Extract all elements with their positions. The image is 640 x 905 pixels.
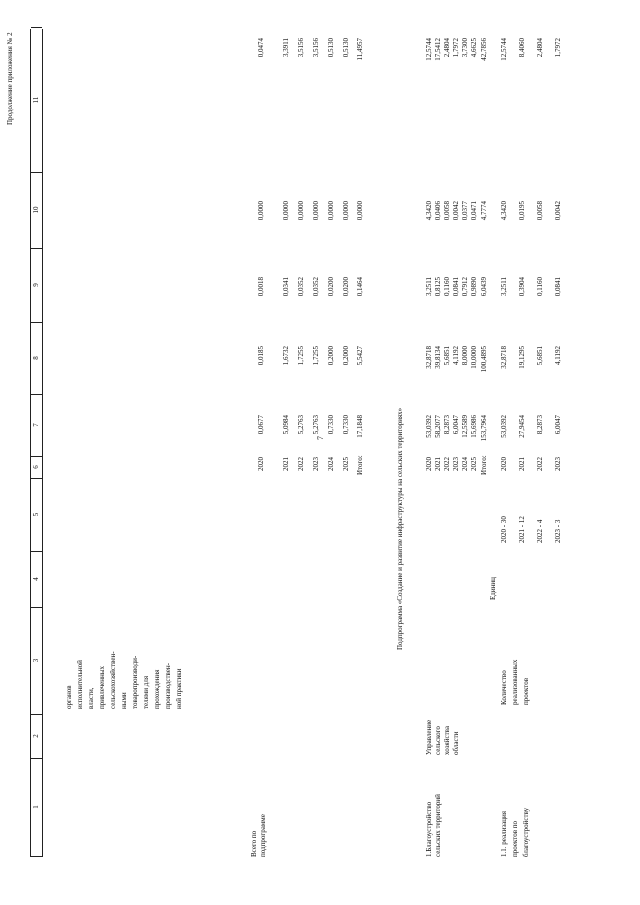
total-row-c9: 0,0200	[327, 277, 335, 297]
section-1-row-c8: 10,0000	[470, 346, 478, 369]
total-row-c7: 0,0677	[257, 415, 265, 435]
section-1-row-c8: 8,0000	[461, 346, 469, 366]
section-1-row-c11: 17,5412	[434, 38, 442, 61]
total-row-c8: 1,7255	[312, 346, 320, 366]
total-row-c11: 0,0474	[257, 38, 265, 58]
total-row-c10: 0,0000	[257, 201, 265, 221]
section-1-row-y: Итого:	[480, 455, 488, 475]
total-row-y: 2025	[342, 457, 350, 471]
section-1-1-row-y: 2023	[554, 457, 562, 471]
section-1-executor: области	[452, 731, 460, 755]
section-1-row-y: 2024	[461, 457, 469, 471]
section-1-1-unit: Единиц	[489, 577, 497, 600]
executor-continued-line: товаропроизводи-	[131, 655, 139, 709]
section-1-row-c9: 0,8125	[434, 277, 442, 297]
section-1-1-indicator: проектов	[522, 677, 530, 705]
section-1-1-name: благоустройству	[522, 807, 530, 857]
column-number-1: 1	[31, 758, 42, 857]
page-number: 7	[316, 436, 325, 440]
section-1-row-c7: 15,6986	[470, 415, 478, 438]
total-row-c11: 0,5130	[342, 38, 350, 58]
section-1-1-row-c10: 0,0195	[518, 201, 526, 221]
section-1-1-row-y: 2022	[536, 457, 544, 471]
column-number-7: 7	[31, 394, 42, 457]
section-1-row-y: 2021	[434, 457, 442, 471]
section-1-row-c7: 53,0392	[425, 415, 433, 438]
total-row-c10: 0,0000	[342, 201, 350, 221]
section-1-executor: сельского	[434, 726, 442, 755]
section-1-row-c9: 0,0841	[452, 277, 460, 297]
section-1-row-c10: 0,0377	[461, 201, 469, 221]
column-number-5: 5	[31, 478, 42, 552]
column-number-4: 4	[31, 551, 42, 608]
section-1-row-c9: 0,7912	[461, 277, 469, 297]
total-row-c11: 3,3911	[282, 38, 290, 57]
section-1-row-c9: 3,2511	[425, 277, 433, 296]
section-1-row-c8: 4,1192	[452, 346, 460, 365]
total-row-y: 2024	[327, 457, 335, 471]
section-1-1-row-target-value: 2023 - 3	[554, 519, 562, 543]
executor-continued-line: ными	[120, 692, 128, 709]
total-row-c10: 0,0000	[312, 201, 320, 221]
total-row-c10: 0,0000	[327, 201, 335, 221]
total-row-c11: 11,4957	[356, 38, 364, 61]
section-1-row-y: 2022	[443, 457, 451, 471]
executor-continued-line: прохождения	[153, 669, 161, 709]
section-1-row-c8: 100,4895	[480, 346, 488, 373]
section-1-1-indicator: Количество	[500, 670, 508, 705]
section-1-row-c7: 153,7964	[480, 415, 488, 442]
total-row-y: 2020	[257, 457, 265, 471]
total-label: Всего по	[250, 830, 258, 857]
total-row-y: Итого:	[356, 455, 364, 475]
total-row-c8: 0,0185	[257, 346, 265, 366]
section-1-row-c9: 0,9890	[470, 277, 478, 297]
total-row-c7: 17,1848	[356, 415, 364, 438]
section-1-1-row-c8: 32,8718	[500, 346, 508, 369]
total-row-c7: 0,7330	[327, 415, 335, 435]
section-1-1-row-c7: 8,2873	[536, 415, 544, 435]
section-1-row-c7: 12,5589	[461, 415, 469, 438]
section-1-row-c10: 0,0058	[443, 201, 451, 221]
section-1-row-c11: 1,7972	[452, 38, 460, 58]
section-1-row-c10: 0,0042	[452, 201, 460, 221]
section-1-1-row-c11: 2,4804	[536, 38, 544, 58]
total-row-c9: 0,0352	[297, 277, 305, 297]
section-1-row-c7: 58,2077	[434, 415, 442, 438]
section-1-name: 1.Благоустройство	[425, 801, 433, 857]
section-1-row-c11: 2,4804	[443, 38, 451, 58]
section-1-row-c9: 6,0439	[480, 277, 488, 297]
section-1-row-c8: 5,6851	[443, 346, 451, 366]
executor-continued-line: телями для	[142, 675, 150, 709]
section-1-row-y: 2020	[425, 457, 433, 471]
section-1-1-row-c10: 4,3420	[500, 201, 508, 221]
section-1-row-c8: 39,8134	[434, 346, 442, 369]
executor-continued-line: исполнительной	[76, 660, 84, 709]
section-1-1-row-target-value: 2022 - 4	[536, 519, 544, 543]
column-number-10: 10	[31, 172, 42, 249]
section-1-1-row-c8: 19,1295	[518, 346, 526, 369]
total-row-c7: 5,2763	[297, 415, 305, 435]
section-1-1-row-y: 2021	[518, 457, 526, 471]
total-row-c9: 0,0200	[342, 277, 350, 297]
section-1-row-c10: 4,3420	[425, 201, 433, 221]
total-row-c8: 1,7255	[297, 346, 305, 366]
column-number-11: 11	[31, 27, 42, 173]
section-1-1-row-c8: 4,1192	[554, 346, 562, 365]
column-header-row	[30, 29, 43, 857]
section-1-row-c10: 0,0471	[470, 201, 478, 221]
total-row-c11: 3,5156	[297, 38, 305, 58]
total-row-c9: 0,0018	[257, 277, 265, 297]
section-1-1-row-c7: 53,0392	[500, 415, 508, 438]
total-row-c10: 0,0000	[282, 201, 290, 221]
total-row-c8: 0,2000	[327, 346, 335, 366]
subprogram-title: Подпрограмма «Создание и развитие инфраструктуры на сельских территориях»	[396, 407, 404, 650]
executor-continued-line: власти,	[87, 687, 95, 709]
section-1-1-row-c8: 5,6851	[536, 346, 544, 366]
total-row-c8: 5,5427	[356, 346, 364, 366]
section-1-row-c11: 3,7300	[461, 38, 469, 58]
section-1-1-row-c7: 6,0047	[554, 415, 562, 435]
total-row-c7: 5,0984	[282, 415, 290, 435]
section-1-1-row-target-value: 2020 - 30	[500, 516, 508, 543]
section-1-row-c10: 0,0406	[434, 201, 442, 221]
section-1-row-y: 2025	[470, 457, 478, 471]
total-row-y: 2022	[297, 457, 305, 471]
column-number-6: 6	[31, 456, 42, 479]
executor-continued-line: сельскохозяйствен-	[109, 651, 117, 709]
section-1-name: сельских территорий	[434, 794, 442, 857]
column-number-2: 2	[31, 714, 42, 759]
total-row-c9: 0,1464	[356, 277, 364, 297]
appendix-caption: Продолжение приложения № 2	[6, 32, 14, 125]
section-1-1-row-target-value: 2021 - 12	[518, 516, 526, 543]
executor-continued-line: привлеченных	[98, 666, 106, 709]
total-row-y: 2021	[282, 457, 290, 471]
section-1-row-c7: 6,0047	[452, 415, 460, 435]
section-1-row-c11: 12,5744	[425, 38, 433, 61]
total-row-y: 2023	[312, 457, 320, 471]
executor-continued-line: производствен-	[164, 663, 172, 709]
total-label: подпрограмме	[259, 814, 267, 857]
total-row-c7: 5,2763	[312, 415, 320, 435]
section-1-row-c11: 4,6625	[470, 38, 478, 58]
section-1-row-c8: 32,8718	[425, 346, 433, 369]
section-1-row-c10: 4,7774	[480, 201, 488, 221]
total-row-c10: 0,0000	[297, 201, 305, 221]
section-1-1-row-c9: 0,3904	[518, 277, 526, 297]
section-1-row-c7: 8,2873	[443, 415, 451, 435]
section-1-1-row-c11: 12,5744	[500, 38, 508, 61]
section-1-1-row-c11: 8,4060	[518, 38, 526, 58]
total-row-c10: 0,0000	[356, 201, 364, 221]
section-1-1-name: проектов по	[511, 820, 519, 857]
section-1-1-row-c9: 0,1160	[536, 277, 544, 296]
total-row-c9: 0,0352	[312, 277, 320, 297]
section-1-1-row-y: 2020	[500, 457, 508, 471]
section-1-executor: Управление	[425, 719, 433, 755]
section-1-1-name: 1.1. реализация	[500, 811, 508, 857]
section-1-1-row-c10: 0,0042	[554, 201, 562, 221]
section-1-executor: хозяйства	[443, 726, 451, 755]
total-row-c11: 0,5130	[327, 38, 335, 58]
section-1-1-row-c11: 1,7972	[554, 38, 562, 58]
section-1-row-c9: 0,1160	[443, 277, 451, 296]
section-1-1-row-c9: 0,0841	[554, 277, 562, 297]
total-row-c9: 0,0341	[282, 277, 290, 297]
column-number-9: 9	[31, 248, 42, 323]
column-number-3: 3	[31, 607, 42, 715]
section-1-row-y: 2023	[452, 457, 460, 471]
section-1-1-row-c10: 0,0058	[536, 201, 544, 221]
total-row-c8: 0,2000	[342, 346, 350, 366]
section-1-1-row-c7: 27,9454	[518, 415, 526, 438]
total-row-c8: 1,6732	[282, 346, 290, 366]
column-number-8: 8	[31, 322, 42, 395]
section-1-1-indicator: реализованных	[511, 659, 519, 705]
total-row-c7: 0,7330	[342, 415, 350, 435]
executor-continued-line: ной практики	[175, 668, 183, 709]
total-row-c11: 3,5156	[312, 38, 320, 58]
executor-continued-line: органов	[65, 685, 73, 709]
section-1-1-row-c9: 3,2511	[500, 277, 508, 296]
section-1-row-c11: 42,7856	[480, 38, 488, 61]
